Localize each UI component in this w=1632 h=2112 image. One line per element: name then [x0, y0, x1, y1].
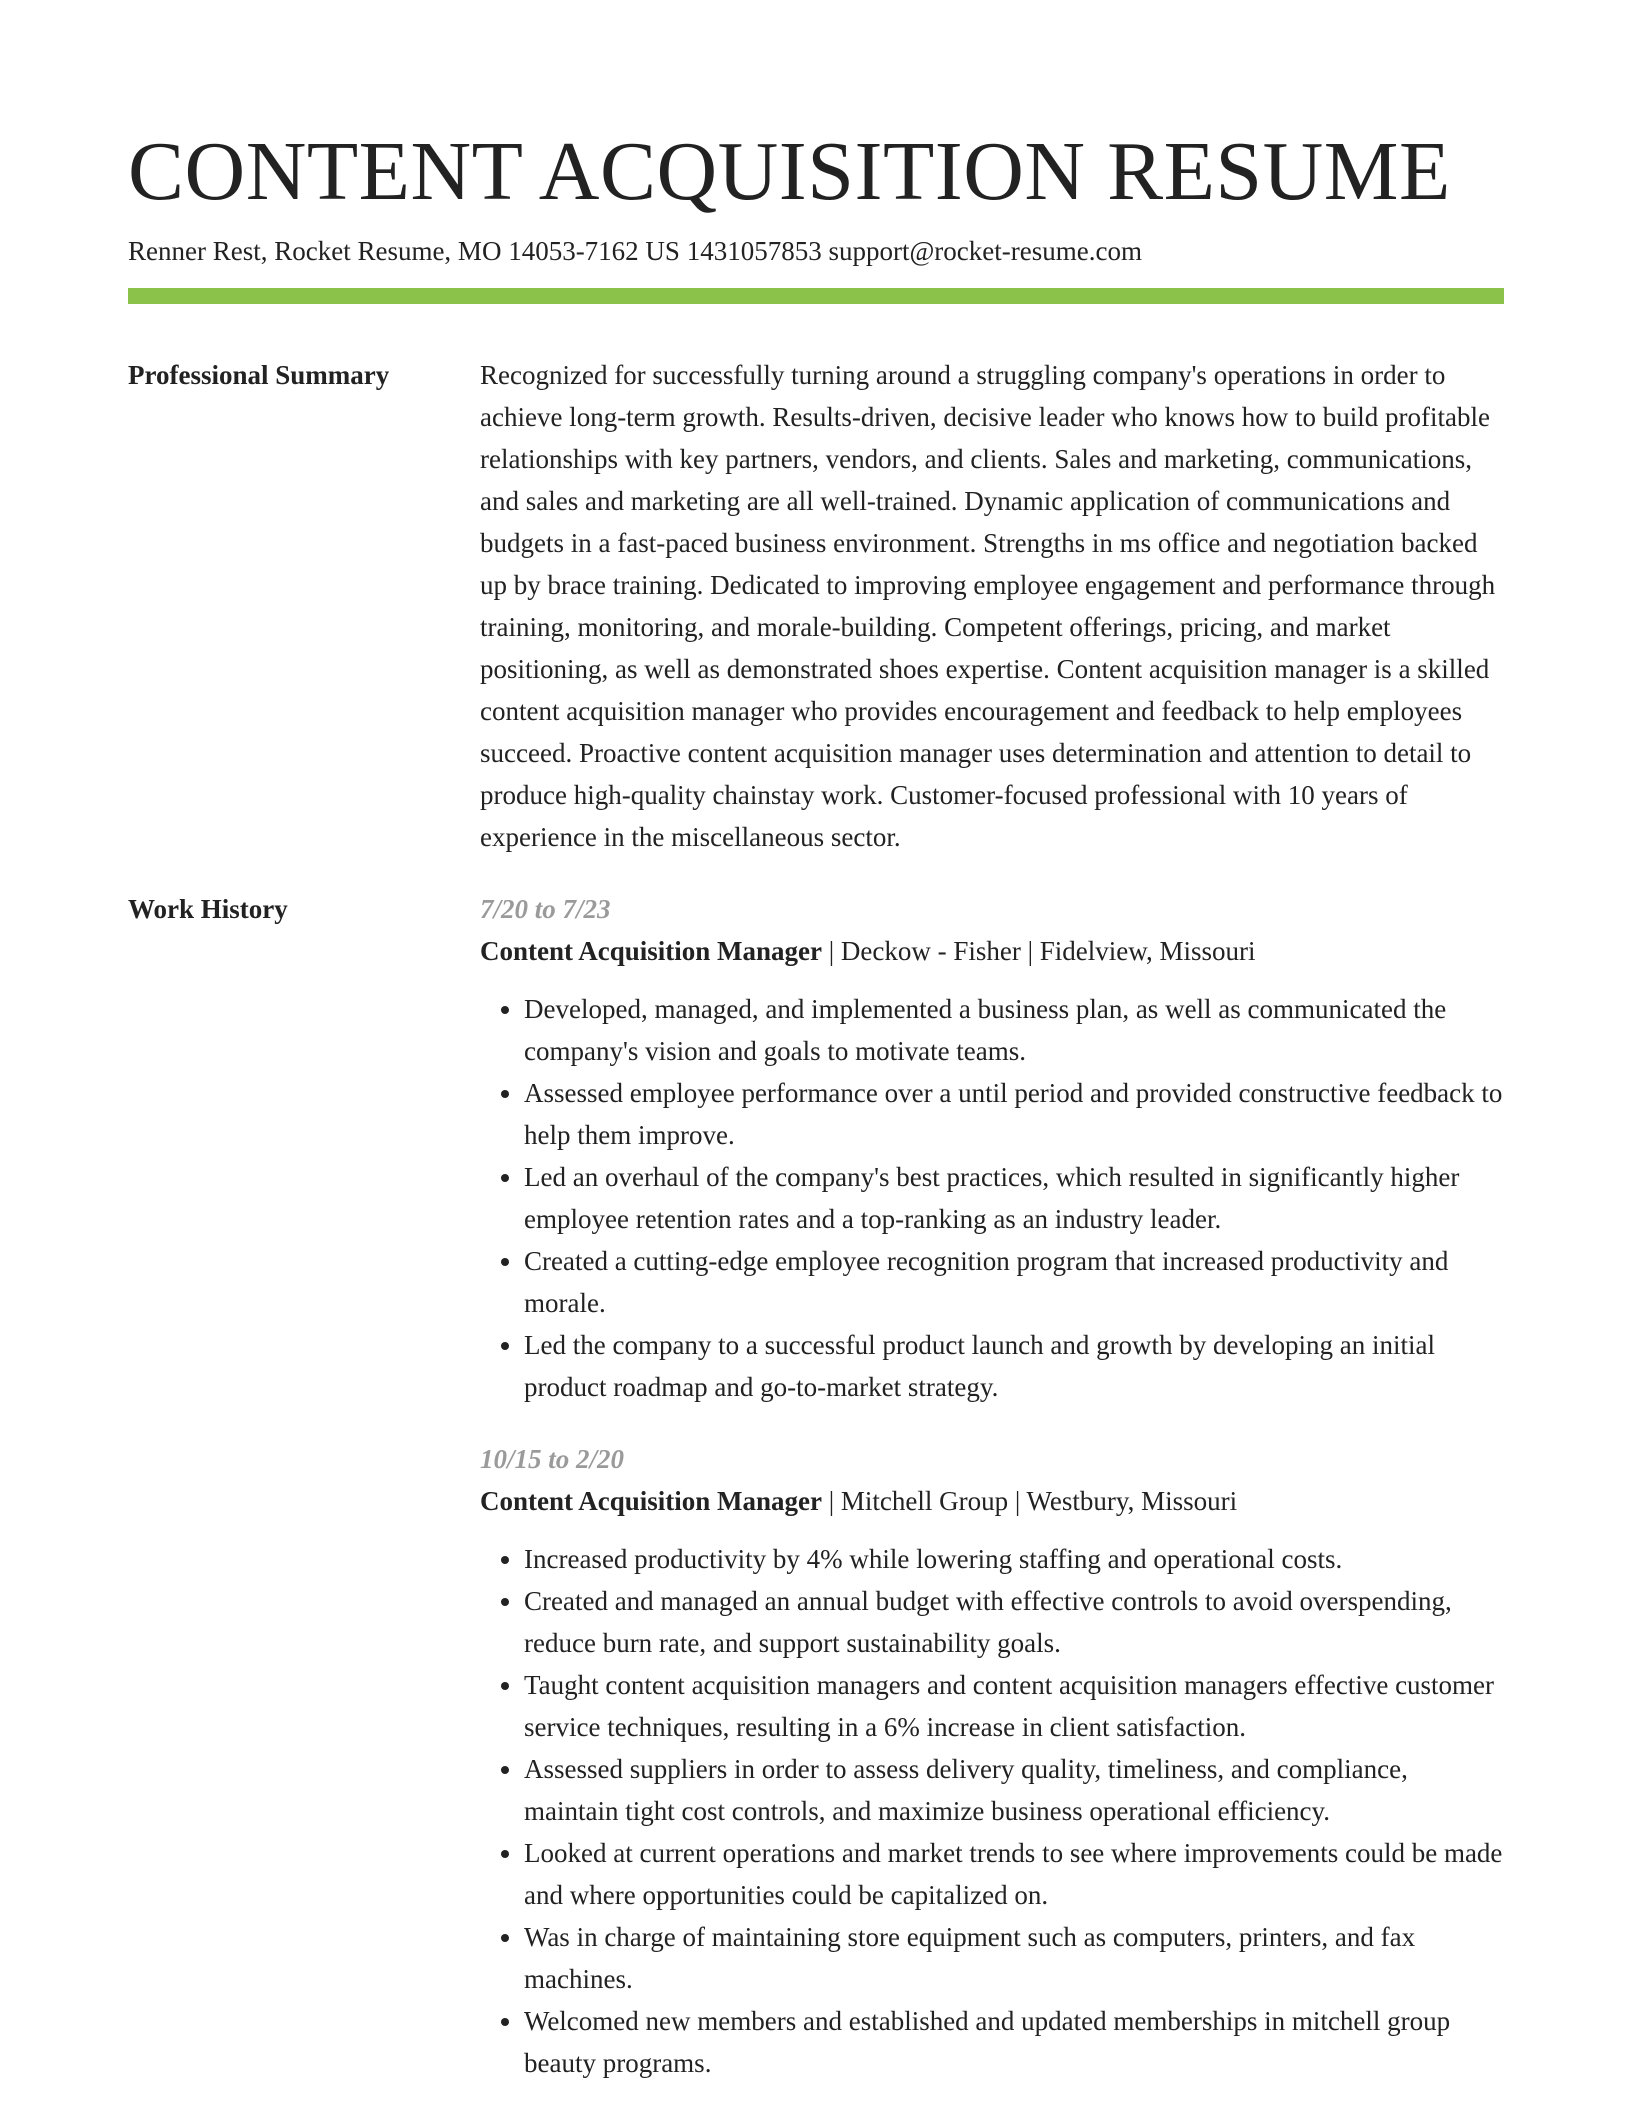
- summary-body: [480, 354, 1504, 858]
- section-heading-work-history: Work History: [128, 894, 288, 924]
- job-bullet: • Created a cutting-edge employee recognition program that increased productivity and morale.: [524, 1240, 1504, 1324]
- job-bullet: • Developed, managed, and implemented a business plan, as well as communicated the company's vision and goals to motivate teams.: [524, 988, 1504, 1072]
- job-bullet-list: [480, 1538, 1504, 2084]
- job-header: [480, 1480, 1504, 1522]
- job-title: Content Acquisition Manager: [480, 936, 823, 966]
- accent-divider: [128, 288, 1504, 304]
- job-bullet: • Led an overhaul of the company's best practices, which resulted in significantly higher employee retention rates and a top-ranking as an industry leader.: [524, 1156, 1504, 1240]
- job-bullet: • Looked at current operations and market trends to see where improvements could be made and where opportunities could be capitalized on.: [524, 1832, 1504, 1916]
- summary-text: Recognized for successfully turning around a struggling company's operations in order to achieve long-term growth. Results-driven, decisive leader who knows how to build profitable relationships with key partners, vendors, and clients. Sales and marketing, communications, and sales and marketing are all well-trained. Dynamic application of communications and budgets in a fast-paced business environment. Strengths in ms office and negotiation backed up by brace training. Dedicated to improving employee engagement and performance through training, monitoring, and morale-building. Competent offerings, pricing, and market positioning, as well as demonstrated shoes expertise. Content acquisition manager is a skilled content acquisition manager who provides encouragement and feedback to help employees succeed. Proactive content acquisition manager uses determination and attention to detail to produce high-quality chainstay work. Customer-focused professional with 10 years of experience in the miscellaneous sector.: [480, 360, 1496, 852]
- work-history-section: [128, 888, 1504, 2084]
- job-entry: [480, 1438, 1504, 2084]
- job-entry: [480, 888, 1504, 1408]
- job-bullet: • Was in charge of maintaining store equipment such as computers, printers, and fax machines.: [524, 1916, 1504, 2000]
- job-bullet: • Created and managed an annual budget with effective controls to avoid overspending, reduce burn rate, and support sustainability goals.: [524, 1580, 1504, 1664]
- resume-title: CONTENT ACQUISITION RESUME: [128, 125, 1451, 218]
- job-bullet-list: [480, 988, 1504, 1408]
- job-bullet: • Assessed suppliers in order to assess delivery quality, timeliness, and compliance, maintain tight cost controls, and maximize business operational efficiency.: [524, 1748, 1504, 1832]
- section-heading-summary: Professional Summary: [128, 360, 390, 390]
- work-history-body: [480, 888, 1504, 2084]
- job-bullet: • Increased productivity by 4% while lowering staffing and operational costs.: [524, 1538, 1504, 1580]
- job-dates: 10/15 to 2/20: [480, 1444, 625, 1474]
- job-details: | Deckow - Fisher | Fidelview, Missouri: [822, 936, 1256, 966]
- job-bullet: • Led the company to a successful product launch and growth by developing an initial product roadmap and go-to-market strategy.: [524, 1324, 1504, 1408]
- job-title: Content Acquisition Manager: [480, 1486, 823, 1516]
- resume-page: [128, 0, 1504, 2084]
- job-bullet: • Assessed employee performance over a until period and provided constructive feedback to help them improve.: [524, 1072, 1504, 1156]
- professional-summary-section: [128, 354, 1504, 858]
- job-bullet: • Welcomed new members and established and updated memberships in mitchell group beauty programs.: [524, 2000, 1504, 2084]
- job-bullet: • Taught content acquisition managers and content acquisition managers effective customer service techniques, resulting in a 6% increase in client satisfaction.: [524, 1664, 1504, 1748]
- job-header: [480, 930, 1504, 972]
- job-dates: 7/20 to 7/23: [480, 894, 611, 924]
- job-details: | Mitchell Group | Westbury, Missouri: [822, 1486, 1238, 1516]
- contact-line: Renner Rest, Rocket Resume, MO 14053-7162 US 1431057853 support@rocket-resume.com: [128, 236, 1142, 266]
